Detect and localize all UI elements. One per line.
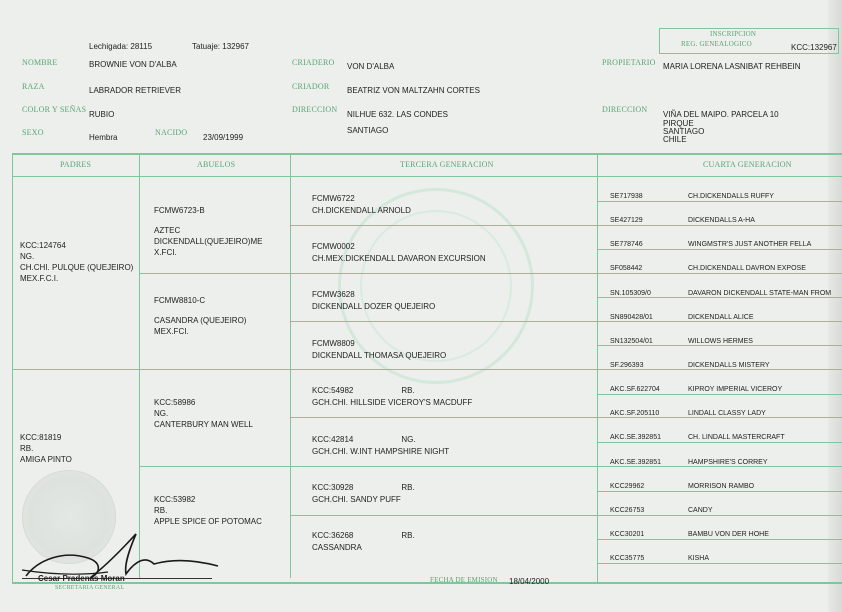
tercera-divider-3 — [290, 321, 598, 322]
cuarta-name: DICKENDALL ALICE — [688, 314, 754, 321]
cuarta-name: CH. LINDALL MASTERCRAFT — [688, 434, 785, 441]
abuelo-3: KCC:58986 NG. CANTERBURY MAN WELL — [154, 398, 253, 429]
cuarta-divider — [597, 369, 842, 370]
cuarta-reg: SN890428/01 — [610, 314, 653, 321]
criadero-label: CRIADERO — [292, 58, 335, 67]
cuarta-divider — [597, 442, 842, 443]
cuarta-reg: SE427129 — [610, 217, 643, 224]
table-header-border — [12, 176, 842, 177]
abuelo-1: FCMW6723-B AZTEC DICKENDALL(QUEJEIRO)ME X.FCI. — [154, 206, 263, 257]
nacido-label: NACIDO — [155, 128, 188, 137]
cuarta-divider — [597, 321, 842, 322]
propietario-direccion-4: CHILE — [663, 135, 687, 144]
propietario-label: PROPIETARIO — [602, 58, 656, 67]
nombre-label: NOMBRE — [22, 58, 58, 67]
padres-header: PADRES — [60, 160, 92, 169]
inscripcion-label: INSCRIPCION — [710, 30, 757, 38]
cuarta-name: HAMPSHIRE'S CORREY — [688, 459, 768, 466]
raza-label: RAZA — [22, 82, 45, 91]
cuarta-name: BAMBU VON DER HOHE — [688, 531, 769, 538]
cuarta-reg: AKC.SF.622704 — [610, 386, 660, 393]
cuarta-reg: SE778746 — [610, 241, 643, 248]
tercera-4: FCMW8809 DICKENDALL THOMASA QUEJEIRO — [312, 339, 447, 360]
cuarta-reg: AKC.SE.392851 — [610, 434, 661, 441]
cuarta-name: DAVARON DICKENDALL STATE-MAN FROM — [688, 290, 832, 297]
sexo-label: SEXO — [22, 128, 44, 137]
cuarta-divider — [597, 249, 842, 250]
tercera-3: FCMW3628 DICKENDALL DOZER QUEJEIRO — [312, 290, 436, 311]
col-divider-1 — [139, 153, 140, 578]
cuarta-divider — [597, 491, 842, 492]
cuarta-divider — [597, 225, 842, 226]
nacido-value: 23/09/1999 — [203, 133, 244, 142]
tercera-5: KCC:54982 RB. GCH.CHI. HILLSIDE VICEROY'S MACDUFF — [312, 386, 473, 407]
abuelos-divider-3 — [139, 466, 598, 467]
tercera-2: FCMW0002 CH.MEX.DICKENDALL DAVARON EXCURSION — [312, 242, 486, 263]
cuarta-reg: SN.105309/0 — [610, 290, 651, 297]
criador-value: BEATRIZ VON MALTZAHN CORTES — [347, 86, 480, 95]
cuarta-reg: SN132504/01 — [610, 338, 653, 345]
propietario-direccion-3: SANTIAGO — [663, 127, 705, 136]
nombre-value: BROWNIE VON D'ALBA — [89, 60, 177, 69]
fecha-value: 18/04/2000 — [509, 577, 550, 586]
tercera-1: FCMW6722 CH.DICKENDALL ARNOLD — [312, 194, 411, 215]
padre-sire: KCC:124764 NG. CH.CHI. PULQUE (QUEJEIRO) MEX.F.C.I. — [20, 241, 134, 283]
col-divider-3 — [597, 153, 598, 583]
color-label: COLOR Y SEÑAS — [22, 105, 87, 114]
cuarta-reg: SF058442 — [610, 265, 643, 272]
criadero-value: VON D'ALBA — [347, 62, 395, 71]
lechigada: Lechigada: 28115 — [89, 42, 153, 51]
cuarta-header: CUARTA GENERACION — [703, 160, 792, 169]
cuarta-name: CANDY — [688, 507, 713, 514]
fecha-label: FECHA DE EMISION — [430, 576, 498, 584]
cuarta-name: CH.DICKENDALL DAVRON EXPOSE — [688, 265, 806, 272]
abuelos-header: ABUELOS — [197, 160, 236, 169]
cuarta-name: MORRISON RAMBO — [688, 483, 755, 490]
tatuaje: Tatuaje: 132967 — [192, 42, 249, 51]
paper-edge — [828, 0, 842, 612]
cuarta-name: WINGMSTR'S JUST ANOTHER FELLA — [688, 241, 812, 248]
cuarta-reg: AKC.SF.205110 — [610, 410, 660, 417]
cuarta-divider — [597, 539, 842, 540]
inscripcion-value: KCC:132967 — [791, 43, 837, 52]
criador-direccion-1: NILHUE 632. LAS CONDES — [347, 110, 448, 119]
tercera-divider-5 — [290, 417, 598, 418]
cuarta-divider — [597, 201, 842, 202]
signer-name: Cesar Pradenas Moran — [38, 574, 125, 583]
abuelo-4: KCC:53982 RB. APPLE SPICE OF POTOMAC — [154, 495, 262, 526]
cuarta-reg: KCC30201 — [610, 531, 645, 538]
tercera-6: KCC:42814 NG. GCH.CHI. W.INT HAMPSHIRE NIGHT — [312, 435, 450, 456]
propietario-direccion-label: DIRECCION — [602, 105, 648, 114]
cuarta-divider — [597, 417, 842, 418]
criador-direccion-2: SANTIAGO — [347, 126, 389, 135]
raza-value: LABRADOR RETRIEVER — [89, 86, 182, 95]
tercera-8: KCC:36268 RB. CASSANDRA — [312, 531, 415, 552]
cuarta-name: DICKENDALLS A-HA — [688, 217, 755, 224]
sexo-value: Hembra — [89, 133, 118, 142]
cuarta-reg: SF.296393 — [610, 362, 644, 369]
abuelos-divider-1 — [139, 273, 598, 274]
criador-direccion-label: DIRECCION — [292, 105, 338, 114]
cuarta-divider — [597, 515, 842, 516]
cuarta-name: LINDALL CLASSY LADY — [688, 410, 766, 417]
propietario-value: MARIA LORENA LASNIBAT REHBEIN — [663, 62, 801, 71]
table-left-border — [12, 153, 13, 583]
tercera-7: KCC:30928 RB. GCH.CHI. SANDY PUFF — [312, 483, 415, 504]
cuarta-name: KIPROY IMPERIAL VICEROY — [688, 386, 783, 393]
cuarta-divider — [597, 345, 842, 346]
cuarta-name: CH.DICKENDALLS RUFFY — [688, 193, 774, 200]
cuarta-reg: KCC26753 — [610, 507, 645, 514]
criador-label: CRIADOR — [292, 82, 330, 91]
tercera-header: TERCERA GENERACION — [400, 160, 494, 169]
cuarta-name: KISHA — [688, 555, 710, 562]
cuarta-divider — [597, 273, 842, 274]
table-top-border — [12, 153, 842, 155]
propietario-direccion-2: PIRQUE — [663, 119, 694, 128]
cuarta-reg: AKC.SE.392851 — [610, 459, 661, 466]
abuelo-2: FCMW8810-C CASANDRA (QUEJEIRO) MEX.FCI. — [154, 296, 247, 336]
padres-divider — [12, 369, 598, 370]
color-value: RUBIO — [89, 110, 115, 119]
cuarta-divider — [597, 297, 842, 298]
cuarta-divider — [597, 466, 842, 467]
cuarta-name: DICKENDALLS MISTERY — [688, 362, 770, 369]
tercera-divider-7 — [290, 515, 598, 516]
cuarta-reg: KCC35775 — [610, 555, 645, 562]
cuarta-reg: SE717938 — [610, 193, 643, 200]
tercera-divider-1 — [290, 225, 598, 226]
reg-genealogico-label: REG. GENEALOGICO — [681, 40, 752, 48]
cuarta-divider — [597, 563, 842, 564]
cuarta-name: WILLOWS HERMES — [688, 338, 753, 345]
propietario-direccion-1: VIÑA DEL MAIPO. PARCELA 10 — [663, 110, 779, 119]
cuarta-reg: KCC29962 — [610, 483, 645, 490]
cuarta-divider — [597, 394, 842, 395]
signer-title: SECRETARIA GENERAL — [55, 585, 125, 591]
padre-dam: KCC:81819 RB. AMIGA PINTO — [20, 433, 72, 464]
